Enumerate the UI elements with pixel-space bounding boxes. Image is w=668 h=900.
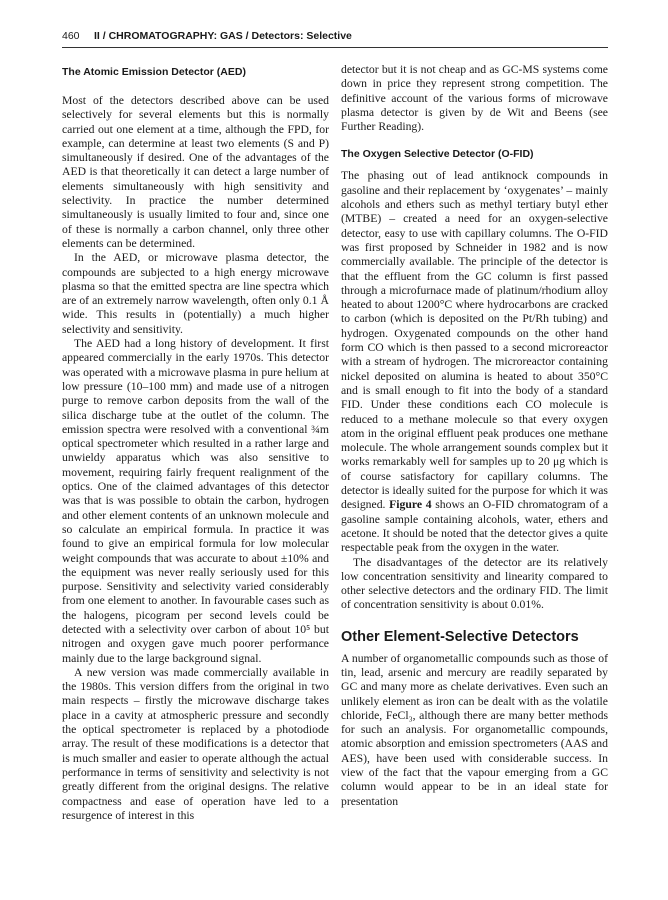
running-header xyxy=(62,30,608,46)
figure-reference-link[interactable]: Figure 4 xyxy=(389,498,432,512)
running-title: II / CHROMATOGRAPHY: GAS / Detectors: Selective xyxy=(94,30,352,42)
paragraph: Most of the detectors described above can be used selectively for several elements but this is normally carried out one element at a time, although the FPD, for example, can determine at least two elements (S and P) simultaneously if desired. One of the advantages of the AED is that theoretically it can detect a large number of elements simultaneously with high sensitivity and selectivity. In practice the number determined simultaneously is usually limited to four and, since one of these is normally a carbon channel, only three other elements can be determined. xyxy=(62,94,329,250)
paragraph-text: The phasing out of lead antiknock compounds in gasoline and their replacement by ‘oxygenates’ – mainly alcohols and ethers such as methyl tertiary butyl ether (MTBE) – created a need for an oxygen-selective detector, easy to use with capillary columns. The O-FID was first proposed by Schneider in 1982 and is now commercially available. The principle of the detector is that the effluent from the GC column is first passed through a microfurnace made of platinum/rhodium alloy heated to about 1200°C where hydrocarbons are cracked to carbon (which is deposited on the Pt/Rh tubing) and hydrogen. Oxygenated compounds on the other hand form CO which is then passed to a second microreactor with a stream of hydrogen. The microreactor containing nickel deposited on alumina is heated to about 350°C and is small enough to fit into the body of a standard FID. Under these conditions each CO molecule is reduced to a methane molecule so that every oxygen atom in the original effluent peak produces one methane molecule. The whole arrangement sounds complex but it works remarkably well for samples up to 20 μg which is of course satisfactory for capillary columns. The detector is ideally suited for the purpose for which it was designed. xyxy=(341,169,608,512)
header-rule xyxy=(62,47,608,48)
paragraph: The AED had a long history of development. It first appeared commercially in the early 1970s. This detector was operated with a microwave plasma in pure helium at low pressure (10–100 mm) and made use of a nitrogen purge to remove carbon deposits from the wall of the silica discharge tube at the outlet of the column. The emission spectra were resolved with a conventional ¾m optical spectrometer which resulted in a rather large and unwieldy apparatus which was also sensitive to movement, requiring fairly frequent realignment of the optics. One of the claimed advantages of this detector was that is was possible to obtain the carbon, hydrogen and other element contents of an unknown molecule and so calculate an empirical formula. In practice it was found to give an empirical formula for low molecular weight compounds that was accurate to about ±10% and the equipment was never really seriously used for this purpose. Sensitivity and selectivity varied considerably from one element to another. In favourable cases such as the halogens, picogram per second levels could be detected with a selectivity over carbon of about 10⁵ but nitrogen and oxygen gave much poorer performance mainly due to the large background signal. xyxy=(62,337,329,665)
paragraph: The disadvantages of the detector are its relatively low concentration sensitivity and linearity compared to other selective detectors and the ordinary FID. The limit of concentration sensitivity is about 0.01%. xyxy=(341,555,608,612)
paragraph: detector but it is not cheap and as GC-MS systems come down in price they represent strong competition. The definitive account of the various forms of microwave plasma detector is given by de Wit and Beens (see Further Reading). xyxy=(341,63,608,134)
paragraph: In the AED, or microwave plasma detector, the compounds are subjected to a high energy microwave plasma so that the emitted spectra are line spectra which are of an extremely narrow wavelength, often only 0.1 Å wide. This results in (potentially) a much higher selectivity and sensitivity. xyxy=(62,251,329,336)
left-column xyxy=(62,63,329,823)
section-title-other-detectors: Other Element-Selective Detectors xyxy=(341,628,579,645)
paragraph-text: shows an O-FID chromatogram of a gasoline sample containing alcohols, water, ethers and acetone. It should be noted that the detector gives a quite respectable peak from the oxygen in the water. xyxy=(341,498,609,555)
paragraph: A number of organometallic compounds such as those of tin, lead, arsenic and mercury are readily separated by GC and many more as chelate derivatives. Even such an unlikely element as iron can be dealt with as the volatile chloride, FeCl₃, although there are many better methods for such an analysis. For organometallic compounds, atomic absorption and emission spectrometers (AAS and AES), have been used with considerable success. In view of the fact that the vapour emerging from a GC column would appear to be in an ideal state for presentation xyxy=(341,651,608,808)
paragraph xyxy=(341,169,608,555)
section-heading-ofid: The Oxygen Selective Detector (O-FID) xyxy=(341,148,534,161)
page-number: 460 xyxy=(62,30,80,42)
right-column xyxy=(341,63,608,809)
paragraph: A new version was made commercially available in the 1980s. This version differs from the original in two main respects – firstly the microwave discharge takes place in a cavity at atmospheric pressure and secondly the optical spectrometer is replaced by a photodiode array. The result of these modifications is a detector that is much smaller and easier to operate although the actual performance in terms of sensitivity and selectivity is not greatly different from the original designs. The relative compactness and ease of operation have led to a resurgence of interest in this xyxy=(62,665,329,822)
section-heading-aed: The Atomic Emission Detector (AED) xyxy=(62,66,246,78)
